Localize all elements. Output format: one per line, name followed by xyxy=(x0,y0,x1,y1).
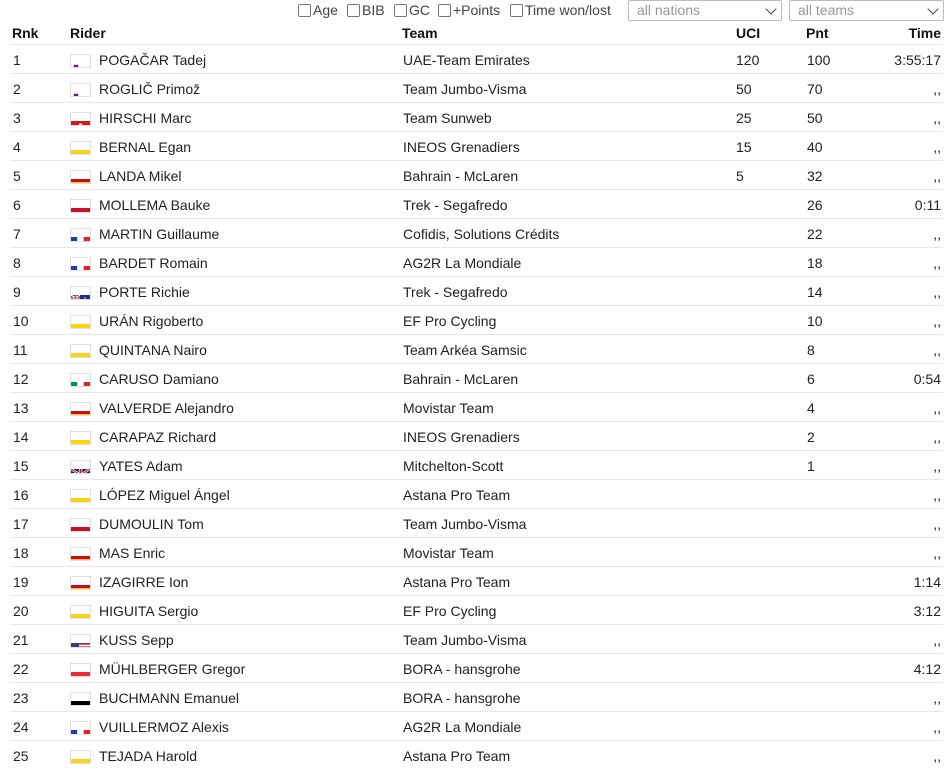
time-won-lost-checkbox-label: Time won/lost xyxy=(525,2,611,18)
flag-co-icon xyxy=(71,606,90,618)
rider-link[interactable]: LÓPEZ Miguel Ángel xyxy=(99,487,230,503)
time-cell: ,, xyxy=(933,429,941,445)
rank-cell: 19 xyxy=(13,574,29,590)
rank-cell: 13 xyxy=(13,400,29,416)
time-cell: ,, xyxy=(933,255,941,271)
flag-co-icon xyxy=(71,490,90,502)
rank-cell: 8 xyxy=(13,255,21,271)
time-cell: ,, xyxy=(933,690,941,706)
points-cell: 100 xyxy=(807,52,831,68)
bib-checkbox-label: BIB xyxy=(362,2,385,18)
rider-link[interactable]: KUSS Sepp xyxy=(99,632,174,648)
table-row xyxy=(10,421,943,450)
table-row xyxy=(10,624,943,653)
table-row xyxy=(10,102,943,131)
time-cell: ,, xyxy=(933,168,941,184)
time-cell: ,, xyxy=(933,110,941,126)
points-cell: 70 xyxy=(807,81,823,97)
table-header xyxy=(10,22,943,44)
chevron-down-icon xyxy=(765,3,776,14)
team-link[interactable]: Astana Pro Team xyxy=(403,574,511,590)
points-cell: 14 xyxy=(807,284,823,300)
rider-link[interactable]: BERNAL Egan xyxy=(99,139,192,155)
rider-link[interactable]: LANDA Mikel xyxy=(99,168,182,184)
flag-fr-icon xyxy=(71,722,90,734)
points-cell: 4 xyxy=(807,400,815,416)
time-cell: 1:14 xyxy=(913,574,941,590)
rank-cell: 21 xyxy=(13,632,29,648)
time-cell: ,, xyxy=(933,748,941,764)
table-row xyxy=(10,479,943,508)
rider-link[interactable]: VUILLERMOZ Alexis xyxy=(99,719,229,735)
team-link[interactable]: INEOS Grenadiers xyxy=(403,429,520,445)
col-pnt-header[interactable]: Pnt xyxy=(806,25,829,41)
rank-cell: 12 xyxy=(13,371,29,387)
flag-si-icon xyxy=(71,84,90,96)
uci-cell: 5 xyxy=(736,168,744,184)
team-link[interactable]: Team Jumbo-Visma xyxy=(403,81,527,97)
time-cell: ,, xyxy=(933,516,941,532)
team-link[interactable]: Bahrain - McLaren xyxy=(403,371,519,387)
table-row xyxy=(10,73,943,102)
table-row xyxy=(10,160,943,189)
table-row xyxy=(10,218,943,247)
checkbox-box[interactable] xyxy=(347,4,360,17)
team-link[interactable]: AG2R La Mondiale xyxy=(403,719,522,735)
points-cell: 32 xyxy=(807,168,823,184)
points-cell: 50 xyxy=(807,110,823,126)
rank-cell: 10 xyxy=(13,313,29,329)
flag-fr-icon xyxy=(71,229,90,241)
points-cell: 8 xyxy=(807,342,815,358)
team-link[interactable]: Trek - Segafredo xyxy=(403,284,508,300)
team-link[interactable]: Movistar Team xyxy=(403,545,494,561)
time-cell: 0:11 xyxy=(914,197,941,213)
team-link[interactable]: Bahrain - McLaren xyxy=(403,168,519,184)
team-link[interactable]: BORA - hansgrohe xyxy=(403,661,521,677)
rider-link[interactable]: HIGUITA Sergio xyxy=(99,603,199,619)
flag-gb-icon xyxy=(71,461,90,473)
chevron-down-icon xyxy=(927,3,938,14)
team-link[interactable]: AG2R La Mondiale xyxy=(403,255,522,271)
table-row xyxy=(10,305,943,334)
table-row xyxy=(10,682,943,711)
rank-cell: 9 xyxy=(13,284,21,300)
results-table xyxy=(10,44,943,769)
col-time-header[interactable]: Time xyxy=(908,25,941,41)
rider-link[interactable]: CARUSO Damiano xyxy=(99,371,219,387)
table-row xyxy=(10,740,943,769)
points-cell: 6 xyxy=(807,371,815,387)
table-row xyxy=(10,392,943,421)
points-cell: 26 xyxy=(807,197,823,213)
rider-link[interactable]: MÜHLBERGER Gregor xyxy=(99,661,246,677)
rider-link[interactable]: HIRSCHI Marc xyxy=(99,110,192,126)
time-cell: ,, xyxy=(933,632,941,648)
flag-us-icon xyxy=(71,635,90,647)
uci-cell: 25 xyxy=(736,110,752,126)
time-cell: ,, xyxy=(933,284,941,300)
table-row xyxy=(10,566,943,595)
rider-link[interactable]: QUINTANA Nairo xyxy=(99,342,207,358)
time-cell: ,, xyxy=(933,226,941,242)
rank-cell: 6 xyxy=(13,197,21,213)
points-cell: 40 xyxy=(807,139,823,155)
team-link[interactable]: EF Pro Cycling xyxy=(403,313,497,329)
rider-link[interactable]: POGAČAR Tadej xyxy=(99,52,207,68)
team-link[interactable]: Team Sunweb xyxy=(403,110,492,126)
table-row xyxy=(10,131,943,160)
rank-cell: 1 xyxy=(13,52,21,68)
table-row xyxy=(10,508,943,537)
rank-cell: 14 xyxy=(13,429,29,445)
time-cell: ,, xyxy=(933,313,941,329)
rider-link[interactable]: URÁN Rigoberto xyxy=(99,313,204,329)
points-cell: 2 xyxy=(807,429,815,445)
team-link[interactable]: Movistar Team xyxy=(403,400,494,416)
filter-bar xyxy=(0,0,949,22)
rank-cell: 24 xyxy=(13,719,29,735)
gc-checkbox-label: GC xyxy=(409,2,430,18)
rider-link[interactable]: BARDET Romain xyxy=(99,255,208,271)
nations-select-value: all nations xyxy=(637,2,701,18)
rider-link[interactable]: IZAGIRRE Ion xyxy=(99,574,189,590)
flag-es-icon xyxy=(71,171,90,183)
rider-link[interactable]: TEJADA Harold xyxy=(99,748,198,764)
checkbox-box[interactable] xyxy=(298,4,311,17)
table-row xyxy=(10,334,943,363)
rank-cell: 3 xyxy=(13,110,21,126)
rank-cell: 2 xyxy=(13,81,21,97)
rank-cell: 7 xyxy=(13,226,21,242)
team-link[interactable]: Astana Pro Team xyxy=(403,487,511,503)
team-link[interactable]: Team Arkéa Samsic xyxy=(403,342,527,358)
rider-link[interactable]: DUMOULIN Tom xyxy=(99,516,204,532)
rank-cell: 17 xyxy=(13,516,29,532)
rider-link[interactable]: YATES Adam xyxy=(99,458,183,474)
time-cell: 3:12 xyxy=(913,603,941,619)
flag-co-icon xyxy=(71,345,90,357)
flag-es-icon xyxy=(71,548,90,560)
time-cell: 3:55:17 xyxy=(894,52,941,68)
col-uci-header[interactable]: UCI xyxy=(736,25,761,41)
rank-cell: 20 xyxy=(13,603,29,619)
flag-it-icon xyxy=(71,374,90,386)
time-cell: ,, xyxy=(933,342,941,358)
rider-link[interactable]: BUCHMANN Emanuel xyxy=(99,690,240,706)
flag-si-icon xyxy=(71,55,90,67)
col-rnk-header[interactable]: Rnk xyxy=(12,25,39,41)
flag-fr-icon xyxy=(71,258,90,270)
rank-cell: 5 xyxy=(13,168,21,184)
team-link[interactable]: BORA - hansgrohe xyxy=(403,690,521,706)
flag-co-icon xyxy=(71,751,90,763)
uci-cell: 50 xyxy=(736,81,752,97)
rider-link[interactable]: CARAPAZ Richard xyxy=(99,429,217,445)
flag-au-icon xyxy=(71,287,90,299)
table-row xyxy=(10,653,943,682)
flag-co-icon xyxy=(71,142,90,154)
flag-nl-icon xyxy=(71,519,90,531)
rider-link[interactable]: MAS Enric xyxy=(99,545,166,561)
time-cell: ,, xyxy=(933,81,941,97)
flag-co-icon xyxy=(71,316,90,328)
table-row xyxy=(10,537,943,566)
team-link[interactable]: Team Jumbo-Visma xyxy=(403,632,527,648)
rank-cell: 11 xyxy=(13,342,28,358)
rank-cell: 4 xyxy=(13,139,21,155)
time-won-lost-checkbox[interactable] xyxy=(510,1,611,19)
time-cell: ,, xyxy=(933,545,941,561)
time-cell: ,, xyxy=(933,458,941,474)
rank-cell: 16 xyxy=(13,487,29,503)
table-row xyxy=(10,711,943,740)
time-cell: ,, xyxy=(933,487,941,503)
flag-es-icon xyxy=(71,577,90,589)
rider-link[interactable]: VALVERDE Alejandro xyxy=(99,400,234,416)
team-link[interactable]: Astana Pro Team xyxy=(403,748,511,764)
table-row xyxy=(10,363,943,392)
gc-checkbox[interactable] xyxy=(394,1,430,19)
checkbox-box[interactable] xyxy=(438,4,451,17)
team-link[interactable]: INEOS Grenadiers xyxy=(403,139,520,155)
table-row xyxy=(10,276,943,305)
time-cell: 4:12 xyxy=(913,661,941,677)
rider-link[interactable]: PORTE Richie xyxy=(99,284,190,300)
checkbox-box[interactable] xyxy=(510,4,523,17)
teams-select-value: all teams xyxy=(798,2,855,18)
rank-cell: 25 xyxy=(13,748,29,764)
nations-select[interactable] xyxy=(628,0,782,21)
points-cell: 18 xyxy=(807,255,823,271)
team-link[interactable]: Mitchelton-Scott xyxy=(403,458,504,474)
uci-cell: 15 xyxy=(736,139,752,155)
age-checkbox[interactable] xyxy=(298,1,338,19)
col-team-header[interactable]: Team xyxy=(402,25,438,41)
teams-select[interactable] xyxy=(789,0,944,21)
rank-cell: 18 xyxy=(13,545,29,561)
bib-checkbox[interactable] xyxy=(347,1,385,19)
table-row xyxy=(10,450,943,479)
flag-ch-icon xyxy=(71,113,90,125)
points-cell: 22 xyxy=(807,226,823,242)
table-row xyxy=(10,44,943,73)
time-cell: 0:54 xyxy=(913,371,941,387)
checkbox-box[interactable] xyxy=(394,4,407,17)
points-checkbox-label: +Points xyxy=(453,2,501,18)
rank-cell: 15 xyxy=(13,458,29,474)
team-link[interactable]: UAE-Team Emirates xyxy=(403,52,530,68)
rank-cell: 23 xyxy=(13,690,29,706)
table-row xyxy=(10,247,943,276)
rider-link[interactable]: ROGLIČ Primož xyxy=(99,81,201,97)
table-row xyxy=(10,189,943,218)
flag-es-icon xyxy=(71,403,90,415)
flag-ec-icon xyxy=(71,432,90,444)
uci-cell: 120 xyxy=(736,52,760,68)
team-link[interactable]: Trek - Segafredo xyxy=(403,197,508,213)
flag-nl-icon xyxy=(71,200,90,212)
rider-link[interactable]: MOLLEMA Bauke xyxy=(99,197,211,213)
rider-link[interactable]: MARTIN Guillaume xyxy=(99,226,220,242)
time-cell: ,, xyxy=(933,139,941,155)
team-link[interactable]: EF Pro Cycling xyxy=(403,603,497,619)
col-rider-header[interactable]: Rider xyxy=(70,25,106,41)
time-cell: ,, xyxy=(933,400,941,416)
rank-cell: 22 xyxy=(13,661,29,677)
points-cell: 1 xyxy=(807,458,815,474)
team-link[interactable]: Team Jumbo-Visma xyxy=(403,516,527,532)
time-cell: ,, xyxy=(933,719,941,735)
flag-at-icon xyxy=(71,664,90,676)
age-checkbox-label: Age xyxy=(313,2,338,18)
flag-de-icon xyxy=(71,693,90,705)
team-link[interactable]: Cofidis, Solutions Crédits xyxy=(403,226,560,242)
points-checkbox[interactable] xyxy=(438,1,500,19)
table-row xyxy=(10,595,943,624)
points-cell: 10 xyxy=(807,313,823,329)
